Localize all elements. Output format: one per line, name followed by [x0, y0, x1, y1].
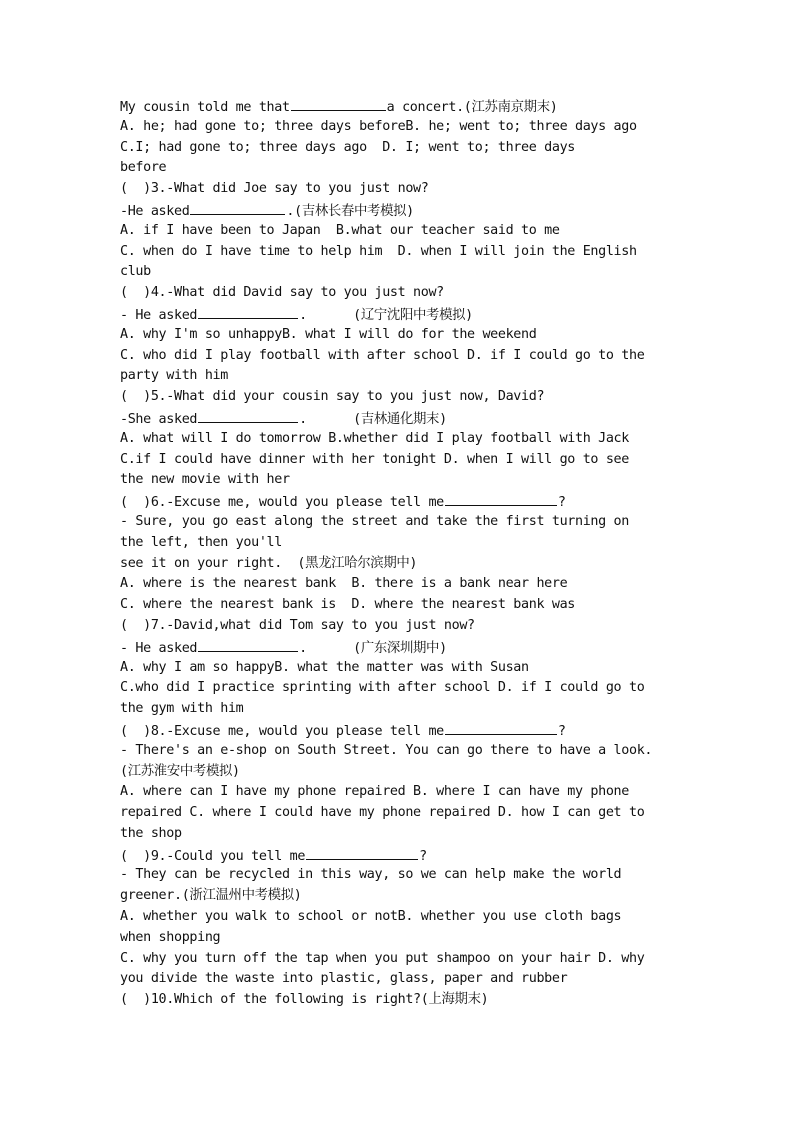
option-line: A. what will I do tomorrow B.whether did I play football with Jack [120, 430, 629, 446]
dialogue-line: greener.(浙江温州中考模拟) [120, 888, 302, 904]
option-line: A. where is the nearest bank B. there is a bank near here [120, 576, 568, 592]
option-line: A. why I am so happyB. what the matter was with Susan [120, 659, 529, 675]
option-line: C. why you turn off the tap when you put shampoo on your hair D. why [120, 950, 645, 966]
option-line: C.I; had gone to; three days ago D. I; went to; three days [120, 139, 575, 155]
option-line: C.who did I practice sprinting with after school D. if I could go to [120, 680, 645, 696]
option-line: C.if I could have dinner with her tonight D. when I will go to see [120, 451, 629, 467]
answer-blank [445, 720, 557, 735]
question-7-stem: ( )7.-David,what did Tom say to you just now? [120, 617, 475, 633]
question-5-answer-line: -She asked . (吉林通化期末) [120, 408, 680, 429]
answer-blank [190, 200, 285, 215]
option-line: you divide the waste into plastic, glass, paper and rubber [120, 971, 568, 987]
question-7-answer-line: - He asked . (广东深圳期中) [120, 637, 680, 658]
answer-blank [445, 491, 557, 506]
option-line: A. why I'm so unhappyB. what I will do for the weekend [120, 326, 537, 342]
option-line: C. where the nearest bank is D. where the nearest bank was [120, 597, 575, 613]
dialogue-line: see it on your right. (黑龙江哈尔滨期中) [120, 555, 418, 571]
dialogue-line: - There's an e-shop on South Street. You can go there to have a look. [120, 742, 653, 758]
answer-blank [306, 845, 418, 860]
question-6-stem: ( )6.-Excuse me, would you please tell me ? [120, 491, 680, 512]
dialogue-line: - They can be recycled in this way, so we can help make the world [120, 867, 622, 883]
question-3-stem: ( )3.-What did Joe say to you just now? [120, 181, 429, 197]
option-line: A. whether you walk to school or notB. whether you use cloth bags [120, 909, 622, 925]
option-line: the shop [120, 825, 182, 841]
answer-blank [198, 408, 298, 423]
option-line: before [120, 160, 167, 176]
option-line: repaired C. where I could have my phone repaired D. how I can get to [120, 805, 645, 821]
option-line: A. he; had gone to; three days beforeB. he; went to; three days ago [120, 118, 637, 134]
option-line: party with him [120, 368, 228, 384]
question-3-answer-line: -He asked .(吉林长春中考模拟) [120, 200, 680, 221]
option-line: A. where can I have my phone repaired B. where I can have my phone [120, 784, 629, 800]
question-4-stem: ( )4.-What did David say to you just now? [120, 285, 444, 301]
document-body [120, 96, 680, 1011]
answer-blank [198, 304, 298, 319]
dialogue-line: - Sure, you go east along the street and take the first turning on [120, 513, 629, 529]
question-5-stem: ( )5.-What did your cousin say to you just now, David? [120, 389, 545, 405]
question-8-stem: ( )8.-Excuse me, would you please tell me ? [120, 720, 680, 741]
option-line: C. who did I play football with after school D. if I could go to the [120, 347, 645, 363]
question-10-stem: ( )10.Which of the following is right?(上海期末) [120, 992, 489, 1008]
option-line: C. when do I have time to help him D. when I will join the English [120, 243, 637, 259]
option-line: A. if I have been to Japan B.what our teacher said to me [120, 222, 560, 238]
option-line: club [120, 264, 151, 280]
dialogue-line: the left, then you'll [120, 534, 282, 550]
answer-blank [198, 637, 298, 652]
answer-blank [291, 96, 386, 111]
option-line: the gym with him [120, 701, 244, 717]
question-4-answer-line: - He asked . (辽宁沈阳中考模拟) [120, 304, 680, 325]
option-line: the new movie with her [120, 472, 290, 488]
question-9-stem: ( )9.-Could you tell me ? [120, 845, 680, 866]
option-line: when shopping [120, 929, 221, 945]
question-2-stem: My cousin told me that a concert.(江苏南京期末) [120, 96, 680, 117]
source-line: (江苏淮安中考模拟) [120, 763, 240, 779]
